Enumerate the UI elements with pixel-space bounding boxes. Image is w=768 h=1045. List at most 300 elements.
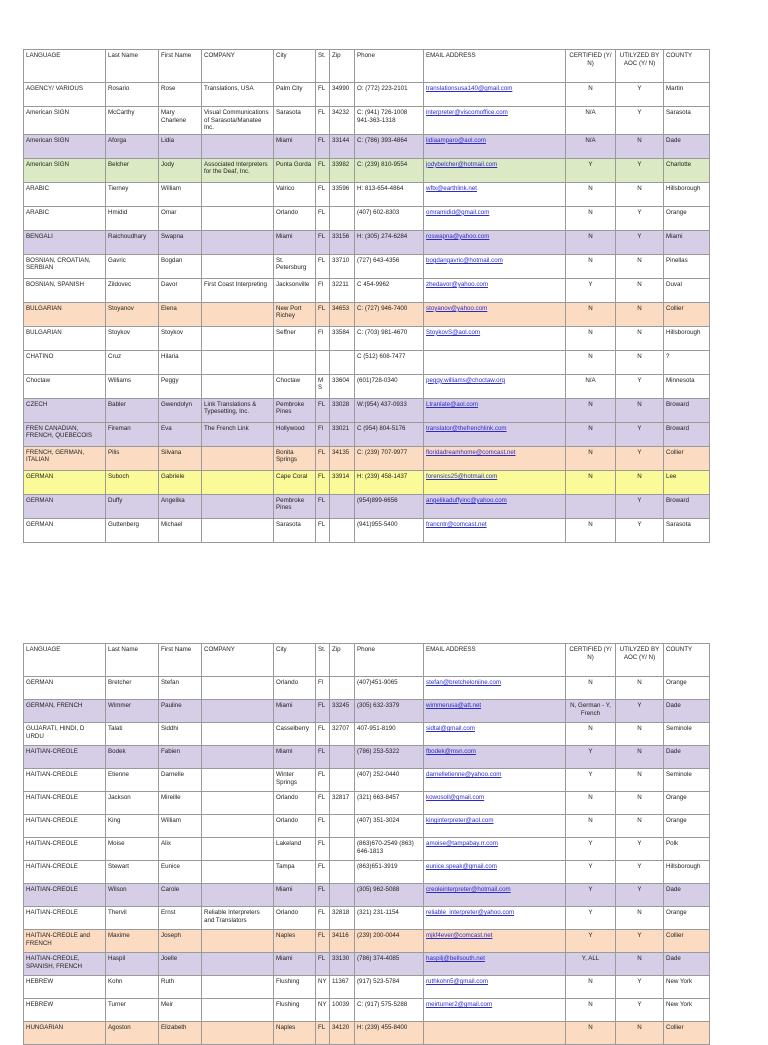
state-cell: MS bbox=[316, 374, 330, 398]
email-link[interactable]: creoleinterpreter@hotmail.com bbox=[426, 886, 511, 893]
first-name-cell: Eva bbox=[159, 422, 202, 446]
email-link[interactable]: forensics25@hotmail.com bbox=[426, 472, 498, 480]
zip-cell: 34653 bbox=[330, 302, 355, 326]
phone-cell: (727) 643-4356 bbox=[355, 254, 424, 278]
email-cell bbox=[424, 422, 566, 446]
first-name-cell: Elizabeth bbox=[159, 1022, 202, 1045]
certified-cell: N/A bbox=[566, 374, 616, 398]
header-phone: Phone bbox=[355, 50, 424, 83]
first-name-cell: Mary Charlene bbox=[159, 107, 202, 135]
phone-cell: (786) 374-4085 bbox=[355, 953, 424, 976]
last-name-cell: Fireman bbox=[106, 422, 159, 446]
email-link[interactable]: interpreter@viscomoffice.com bbox=[426, 109, 508, 116]
county-cell: Polk bbox=[664, 838, 710, 861]
zip-cell: 10039 bbox=[330, 999, 355, 1022]
email-link[interactable]: stoyanov@yahoo.com bbox=[426, 304, 488, 312]
table-row bbox=[24, 907, 710, 930]
email-cell bbox=[424, 677, 566, 700]
header-zip: Zip bbox=[330, 644, 355, 677]
certified-cell: N bbox=[566, 83, 616, 107]
phone-cell: C: (239) 707-9977 bbox=[355, 446, 424, 470]
utilized-cell: N bbox=[616, 907, 664, 930]
email-link[interactable]: StoykovS@aol.com bbox=[426, 328, 481, 336]
phone-cell: (407) 602-8303 bbox=[355, 206, 424, 230]
language-cell: HAITIAN-CREOLE bbox=[24, 815, 106, 838]
email-link[interactable]: mjkf4ever@comcast.net bbox=[426, 932, 493, 939]
phone-cell: C: (941) 726-1008 941-363-1318 bbox=[355, 107, 424, 135]
table-row bbox=[24, 230, 710, 254]
state-cell: FL bbox=[316, 518, 330, 542]
utilized-cell: N bbox=[616, 1022, 664, 1045]
certified-cell: N bbox=[566, 398, 616, 422]
language-cell: ARABIC bbox=[24, 182, 106, 206]
zip-cell: 34990 bbox=[330, 83, 355, 107]
company-cell: The French Link bbox=[202, 422, 274, 446]
city-cell: Orlando bbox=[274, 677, 316, 700]
last-name-cell: Gavric bbox=[106, 254, 159, 278]
email-link[interactable]: angelikaduffyinc@yahoo.com bbox=[426, 496, 507, 504]
certified-cell: N bbox=[566, 815, 616, 838]
company-cell bbox=[202, 677, 274, 700]
certified-cell: Y bbox=[566, 907, 616, 930]
language-cell: HUNGARIAN bbox=[24, 1022, 106, 1045]
phone-cell: (407) 351-3024 bbox=[355, 815, 424, 838]
last-name-cell: Williams bbox=[106, 374, 159, 398]
company-cell bbox=[202, 723, 274, 746]
city-cell: Tampa bbox=[274, 861, 316, 884]
email-link[interactable]: translator@thefrenchlink.com bbox=[426, 424, 507, 432]
email-link[interactable]: wimmerusa@att.net bbox=[426, 702, 482, 709]
email-cell bbox=[424, 494, 566, 518]
email-cell bbox=[424, 907, 566, 930]
language-cell: HAITIAN-CREOLE bbox=[24, 769, 106, 792]
county-cell: Orange bbox=[664, 815, 710, 838]
email-link[interactable]: floridadreamhome@comcast.net bbox=[426, 448, 516, 456]
utilized-cell: N bbox=[616, 398, 664, 422]
language-cell: HAITIAN-CREOLE bbox=[24, 792, 106, 815]
city-cell: Casselberry bbox=[274, 723, 316, 746]
table-row bbox=[24, 158, 710, 182]
table-row bbox=[24, 494, 710, 518]
language-cell: AGENCY/ VARIOUS bbox=[24, 83, 106, 107]
language-cell: HEBREW bbox=[24, 976, 106, 999]
header-first-name: First Name bbox=[159, 644, 202, 677]
header-language: LANGUAGE bbox=[24, 644, 106, 677]
first-name-cell: Elena bbox=[159, 302, 202, 326]
state-cell: FL bbox=[316, 953, 330, 976]
email-link[interactable]: roswapna@yahoo.com bbox=[426, 232, 490, 240]
state-cell: FL bbox=[316, 930, 330, 953]
city-cell: Winter Springs bbox=[274, 769, 316, 792]
email-link[interactable]: haspilj@bellsouth.net bbox=[426, 955, 485, 962]
utilized-cell: N bbox=[616, 815, 664, 838]
phone-cell: (407) 252-0440 bbox=[355, 769, 424, 792]
county-cell: Broward bbox=[664, 422, 710, 446]
utilized-cell: Y bbox=[616, 494, 664, 518]
certified-cell: N bbox=[566, 999, 616, 1022]
email-link[interactable]: omramidid@gmail.com bbox=[426, 208, 490, 216]
last-name-cell: Suboch bbox=[106, 470, 159, 494]
company-cell bbox=[202, 930, 274, 953]
language-cell: HAITIAN-CREOLE bbox=[24, 907, 106, 930]
city-cell: New Port Richey bbox=[274, 302, 316, 326]
zip-cell bbox=[330, 861, 355, 884]
last-name-cell: Rosario bbox=[106, 83, 159, 107]
company-cell bbox=[202, 838, 274, 861]
language-cell: GERMAN bbox=[24, 470, 106, 494]
email-link[interactable]: eunice.speak@gmail.com bbox=[426, 863, 497, 870]
county-cell: Broward bbox=[664, 398, 710, 422]
last-name-cell: Thervil bbox=[106, 907, 159, 930]
last-name-cell: Wilson bbox=[106, 884, 159, 907]
zip-cell: 33982 bbox=[330, 158, 355, 182]
zip-cell bbox=[330, 677, 355, 700]
county-cell: Orange bbox=[664, 792, 710, 815]
county-cell: Minnesota bbox=[664, 374, 710, 398]
utilized-cell: N bbox=[616, 953, 664, 976]
last-name-cell: Moise bbox=[106, 838, 159, 861]
city-cell: Naples bbox=[274, 930, 316, 953]
header-email: EMAIL ADDRESS bbox=[424, 50, 566, 83]
city-cell: Miami bbox=[274, 230, 316, 254]
table-row bbox=[24, 700, 710, 723]
email-link[interactable]: translationsusa140@gmail.com bbox=[426, 85, 513, 92]
state-cell: FL bbox=[316, 700, 330, 723]
company-cell: Visual Communications of Sarasota/Manatee Inc. bbox=[202, 107, 274, 135]
last-name-cell: Babler bbox=[106, 398, 159, 422]
state-cell: Fl bbox=[316, 422, 330, 446]
header-utilized: UTILYZED BY AOC (Y/ N) bbox=[616, 644, 664, 677]
certified-cell: Y bbox=[566, 746, 616, 769]
language-cell: HEBREW bbox=[24, 999, 106, 1022]
first-name-cell: Silvana bbox=[159, 446, 202, 470]
zip-cell bbox=[330, 494, 355, 518]
state-cell: FL bbox=[316, 470, 330, 494]
email-cell bbox=[424, 134, 566, 158]
language-cell: BOSNIAN, CROATIAN, SERBIAN bbox=[24, 254, 106, 278]
email-link[interactable]: zhedavor@yahoo.com bbox=[426, 280, 489, 288]
phone-cell: H: (305) 274-6284 bbox=[355, 230, 424, 254]
city-cell: Miami bbox=[274, 953, 316, 976]
certified-cell: N bbox=[566, 350, 616, 374]
first-name-cell: Joelle bbox=[159, 953, 202, 976]
company-cell bbox=[202, 953, 274, 976]
header-last-name: Last Name bbox=[106, 644, 159, 677]
email-link[interactable]: bogdangavric@hotmail.com bbox=[426, 256, 503, 264]
company-cell: Associated Interpreters for the Deaf, Inc. bbox=[202, 158, 274, 182]
email-link[interactable]: kinginterpreter@aol.com bbox=[426, 817, 494, 824]
county-cell: Charlotte bbox=[664, 158, 710, 182]
table-row bbox=[24, 206, 710, 230]
state-cell: FL bbox=[316, 723, 330, 746]
email-cell bbox=[424, 254, 566, 278]
city-cell: Pembroke Pines bbox=[274, 398, 316, 422]
first-name-cell: Rose bbox=[159, 83, 202, 107]
zip-cell: 34135 bbox=[330, 446, 355, 470]
company-cell bbox=[202, 326, 274, 350]
language-cell: GERMAN bbox=[24, 494, 106, 518]
company-cell bbox=[202, 182, 274, 206]
certified-cell: N bbox=[566, 470, 616, 494]
county-cell: Seminole bbox=[664, 723, 710, 746]
company-cell bbox=[202, 254, 274, 278]
last-name-cell: Agoston bbox=[106, 1022, 159, 1045]
state-cell: Fl bbox=[316, 278, 330, 302]
header-company: COMPANY bbox=[202, 644, 274, 677]
first-name-cell: Fabien bbox=[159, 746, 202, 769]
city-cell: Flushing bbox=[274, 976, 316, 999]
zip-cell: 33156 bbox=[330, 230, 355, 254]
state-cell: FL bbox=[316, 884, 330, 907]
utilized-cell: Y bbox=[616, 374, 664, 398]
email-cell bbox=[424, 930, 566, 953]
last-name-cell: Bodek bbox=[106, 746, 159, 769]
certified-cell: N bbox=[566, 976, 616, 999]
county-cell: Orange bbox=[664, 206, 710, 230]
email-link[interactable]: jodybelcher@hotmail.com bbox=[426, 160, 498, 168]
phone-cell: (321) 663-8457 bbox=[355, 792, 424, 815]
table-row bbox=[24, 953, 710, 976]
zip-cell: 33130 bbox=[330, 953, 355, 976]
state-cell: NY bbox=[316, 999, 330, 1022]
county-cell: Hillsborough bbox=[664, 182, 710, 206]
city-cell: Choctaw bbox=[274, 374, 316, 398]
email-cell bbox=[424, 446, 566, 470]
email-link[interactable]: stefan@bretcheloniine.com bbox=[426, 679, 502, 686]
state-cell: FL bbox=[316, 230, 330, 254]
certified-cell: Y bbox=[566, 278, 616, 302]
email-link[interactable]: sidtal@gmail.com bbox=[426, 725, 475, 732]
county-cell: Dade bbox=[664, 700, 710, 723]
email-link[interactable]: francntr@comcast.net bbox=[426, 520, 487, 528]
first-name-cell: Peggy bbox=[159, 374, 202, 398]
last-name-cell: McCarthy bbox=[106, 107, 159, 135]
table-row bbox=[24, 769, 710, 792]
state-cell: FL bbox=[316, 1022, 330, 1045]
state-cell: FL bbox=[316, 107, 330, 135]
zip-cell: 33144 bbox=[330, 134, 355, 158]
phone-cell: 407-951-8190 bbox=[355, 723, 424, 746]
table-row bbox=[24, 83, 710, 107]
email-link[interactable]: Ltranlate@aol.com bbox=[426, 400, 479, 408]
utilized-cell: N bbox=[616, 769, 664, 792]
email-cell bbox=[424, 230, 566, 254]
language-cell: Choctaw bbox=[24, 374, 106, 398]
first-name-cell: Lidia bbox=[159, 134, 202, 158]
first-name-cell: Gwendolyn bbox=[159, 398, 202, 422]
last-name-cell: Raichoudhary bbox=[106, 230, 159, 254]
first-name-cell: Stoykov bbox=[159, 326, 202, 350]
last-name-cell: Stoyanov bbox=[106, 302, 159, 326]
first-name-cell: Jody bbox=[159, 158, 202, 182]
email-cell bbox=[424, 861, 566, 884]
header-state: St. bbox=[316, 50, 330, 83]
email-link[interactable]: meirturner2@gmail.com bbox=[426, 1001, 493, 1008]
county-cell: Hillsborough bbox=[664, 326, 710, 350]
table-row bbox=[24, 302, 710, 326]
table-row bbox=[24, 1022, 710, 1045]
company-cell bbox=[202, 206, 274, 230]
email-cell bbox=[424, 518, 566, 542]
certified-cell: N bbox=[566, 182, 616, 206]
county-cell: Dade bbox=[664, 134, 710, 158]
header-city: City bbox=[274, 50, 316, 83]
phone-cell: H: (239) 458-1437 bbox=[355, 470, 424, 494]
phone-cell: (954)899-6656 bbox=[355, 494, 424, 518]
table-row bbox=[24, 518, 710, 542]
table-row bbox=[24, 723, 710, 746]
utilized-cell: N bbox=[616, 302, 664, 326]
company-cell bbox=[202, 976, 274, 999]
email-cell bbox=[424, 700, 566, 723]
certified-cell: Y bbox=[566, 884, 616, 907]
email-link[interactable]: lidiaamparo@aol.com bbox=[426, 136, 486, 144]
city-cell: Orlando bbox=[274, 792, 316, 815]
last-name-cell: Jackson bbox=[106, 792, 159, 815]
email-cell bbox=[424, 723, 566, 746]
utilized-cell: Y bbox=[616, 518, 664, 542]
company-cell bbox=[202, 769, 274, 792]
company-cell bbox=[202, 302, 274, 326]
company-cell bbox=[202, 230, 274, 254]
first-name-cell: Gabriele bbox=[159, 470, 202, 494]
email-link[interactable]: amoise@tampabay.rr.com bbox=[426, 840, 498, 847]
certified-cell: N bbox=[566, 302, 616, 326]
company-cell: Translations, USA bbox=[202, 83, 274, 107]
utilized-cell: Y bbox=[616, 884, 664, 907]
phone-cell: C: (917) 575-5288 bbox=[355, 999, 424, 1022]
zip-cell: 34116 bbox=[330, 930, 355, 953]
language-cell: FREN CANADIAN, FRENCH, QUEBECOIS bbox=[24, 422, 106, 446]
company-cell bbox=[202, 1022, 274, 1045]
email-link[interactable]: kowosoll@gmail.com bbox=[426, 794, 485, 801]
email-cell bbox=[424, 815, 566, 838]
table-row bbox=[24, 326, 710, 350]
company-cell bbox=[202, 494, 274, 518]
certified-cell: Y bbox=[566, 158, 616, 182]
zip-cell: 33914 bbox=[330, 470, 355, 494]
utilized-cell: Y bbox=[616, 861, 664, 884]
email-link[interactable]: ruthkohn5@gmail.com bbox=[426, 978, 488, 985]
first-name-cell: Eunice bbox=[159, 861, 202, 884]
city-cell: Seffner bbox=[274, 326, 316, 350]
header-county: COUNTY bbox=[664, 644, 710, 677]
header-city: City bbox=[274, 644, 316, 677]
county-cell: New York bbox=[664, 999, 710, 1022]
email-link[interactable]: wftx@earthlink.net bbox=[426, 184, 477, 192]
phone-cell: (321) 231-1154 bbox=[355, 907, 424, 930]
city-cell: Orlando bbox=[274, 907, 316, 930]
interpreter-table-2 bbox=[23, 643, 709, 1045]
phone-cell: C: (727) 946-7400 bbox=[355, 302, 424, 326]
company-cell: Reliable Interpreters and Translators bbox=[202, 907, 274, 930]
header-phone: Phone bbox=[355, 644, 424, 677]
first-name-cell: Michael bbox=[159, 518, 202, 542]
first-name-cell: Angelika bbox=[159, 494, 202, 518]
certified-cell: N bbox=[566, 518, 616, 542]
city-cell: Cape Coral bbox=[274, 470, 316, 494]
email-cell bbox=[424, 976, 566, 999]
state-cell: FL bbox=[316, 907, 330, 930]
table-row bbox=[24, 838, 710, 861]
county-cell: Orange bbox=[664, 907, 710, 930]
header-state: St. bbox=[316, 644, 330, 677]
table-row bbox=[24, 374, 710, 398]
phone-cell: (305) 962-5088 bbox=[355, 884, 424, 907]
certified-cell: N bbox=[566, 254, 616, 278]
phone-cell: (941)955-5400 bbox=[355, 518, 424, 542]
county-cell: Collier bbox=[664, 302, 710, 326]
state-cell: FL bbox=[316, 769, 330, 792]
table-row bbox=[24, 422, 710, 446]
email-link[interactable]: darnelletienne@yahoo.com bbox=[426, 771, 502, 778]
utilized-cell: N bbox=[616, 792, 664, 815]
certified-cell: N bbox=[566, 677, 616, 700]
email-link[interactable]: reliable_interpreter@yahoo.com bbox=[426, 909, 515, 916]
zip-cell bbox=[330, 206, 355, 230]
county-cell: Orange bbox=[664, 677, 710, 700]
last-name-cell: Hmidid bbox=[106, 206, 159, 230]
email-link[interactable]: fbodek@msn.com bbox=[426, 748, 476, 755]
state-cell: FL bbox=[316, 302, 330, 326]
certified-cell: N bbox=[566, 326, 616, 350]
certified-cell: N, German - Y, French bbox=[566, 700, 616, 723]
utilized-cell: Y bbox=[616, 230, 664, 254]
email-cell bbox=[424, 182, 566, 206]
table-row bbox=[24, 254, 710, 278]
language-cell: ARABIC bbox=[24, 206, 106, 230]
first-name-cell: Alix bbox=[159, 838, 202, 861]
utilized-cell: Y bbox=[616, 422, 664, 446]
language-cell: BULGARIAN bbox=[24, 302, 106, 326]
last-name-cell: Talati bbox=[106, 723, 159, 746]
table-row bbox=[24, 884, 710, 907]
company-cell bbox=[202, 350, 274, 374]
certified-cell: N bbox=[566, 792, 616, 815]
state-cell: FL bbox=[316, 494, 330, 518]
utilized-cell: N bbox=[616, 326, 664, 350]
last-name-cell: Tierney bbox=[106, 182, 159, 206]
header-utilized: UTILYZED BY AOC (Y/ N) bbox=[616, 50, 664, 83]
utilized-cell: Y bbox=[616, 930, 664, 953]
utilized-cell: N bbox=[616, 278, 664, 302]
header-first-name: First Name bbox=[159, 50, 202, 83]
phone-cell: H: (239) 455-8400 bbox=[355, 1022, 424, 1045]
company-cell bbox=[202, 861, 274, 884]
county-cell: Sarasota bbox=[664, 518, 710, 542]
city-cell: Jacksonville bbox=[274, 278, 316, 302]
phone-cell: C (512) 608-7477 bbox=[355, 350, 424, 374]
language-cell: American SIGN bbox=[24, 134, 106, 158]
first-name-cell: William bbox=[159, 182, 202, 206]
table-row bbox=[24, 746, 710, 769]
first-name-cell: Stefan bbox=[159, 677, 202, 700]
company-cell bbox=[202, 700, 274, 723]
company-cell bbox=[202, 999, 274, 1022]
county-cell: Broward bbox=[664, 494, 710, 518]
table-row bbox=[24, 134, 710, 158]
phone-cell: C: (703) 981-4670 bbox=[355, 326, 424, 350]
zip-cell bbox=[330, 815, 355, 838]
last-name-cell: Wimmer bbox=[106, 700, 159, 723]
city-cell bbox=[274, 350, 316, 374]
email-link[interactable]: peggy.williams@choctaw.org bbox=[426, 376, 506, 384]
table-row bbox=[24, 182, 710, 206]
county-cell: Miami bbox=[664, 230, 710, 254]
city-cell: Pembroke Pines bbox=[274, 494, 316, 518]
table-row bbox=[24, 470, 710, 494]
phone-cell: (863)670-2549 (863) 646-1813 bbox=[355, 838, 424, 861]
